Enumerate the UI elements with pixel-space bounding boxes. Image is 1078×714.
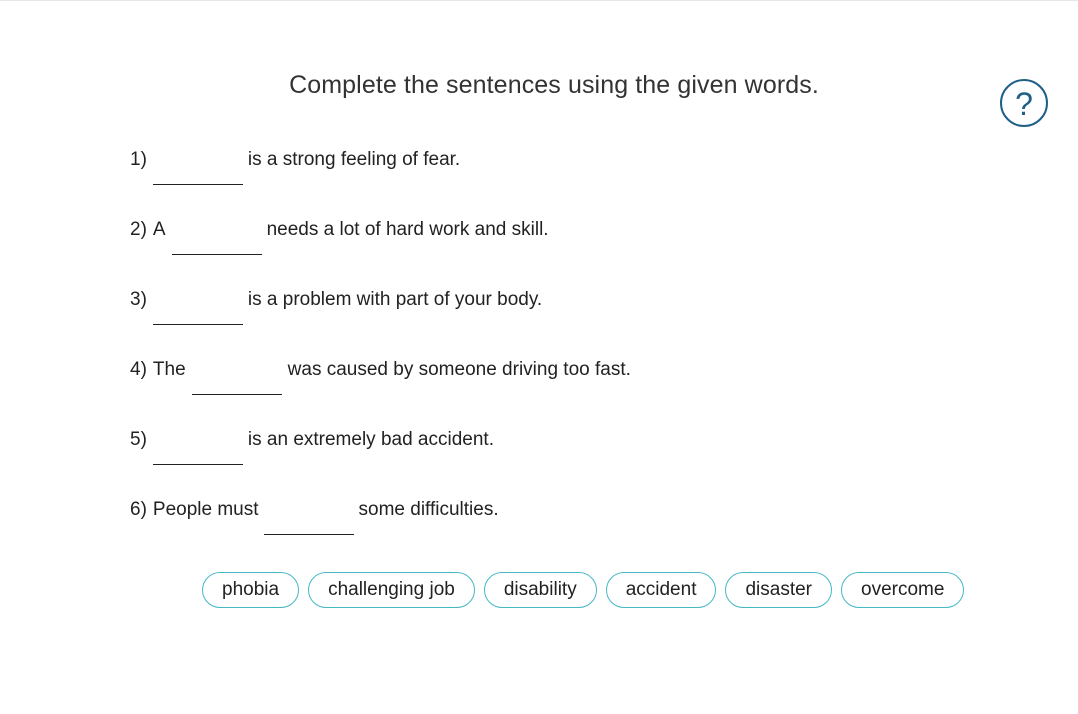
sentence-text: is an extremely bad accident. [247, 429, 494, 450]
word-chip-disability[interactable]: disability [484, 572, 597, 608]
word-chip-phobia[interactable]: phobia [202, 572, 299, 608]
word-chip-challenging-job[interactable]: challenging job [308, 572, 475, 608]
sentence-4 [130, 359, 631, 395]
word-bank [202, 572, 964, 608]
blank-3[interactable] [153, 289, 243, 325]
sentence-number: 1) [130, 149, 147, 170]
sentence-text: needs a lot of hard work and skill. [266, 219, 549, 240]
help-button[interactable] [1000, 79, 1048, 127]
sentence-number: 4) [130, 359, 147, 380]
blank-1[interactable] [153, 149, 243, 185]
word-chip-overcome[interactable]: overcome [841, 572, 964, 608]
sentence-text: some difficulties. [358, 499, 499, 520]
blank-6[interactable] [264, 499, 354, 535]
blank-2[interactable] [172, 219, 262, 255]
sentence-prefix: People must [152, 499, 259, 520]
sentence-text: was caused by someone driving too fast. [287, 359, 631, 380]
sentence-3 [130, 289, 542, 325]
blank-4[interactable] [192, 359, 282, 395]
sentence-prefix: A [152, 219, 166, 240]
sentence-text: is a strong feeling of fear. [247, 149, 461, 170]
sentence-1 [130, 149, 460, 185]
sentence-2 [130, 219, 549, 255]
blank-5[interactable] [153, 429, 243, 465]
word-chip-accident[interactable]: accident [606, 572, 717, 608]
sentence-number: 2) [130, 219, 147, 240]
sentence-number: 3) [130, 289, 147, 310]
question-mark-icon: ? [1015, 85, 1033, 122]
instruction-title: Complete the sentences using the given words. [289, 71, 819, 99]
sentence-5 [130, 429, 494, 465]
sentence-6 [130, 499, 499, 535]
sentence-number: 5) [130, 429, 147, 450]
word-chip-disaster[interactable]: disaster [725, 572, 832, 608]
sentence-prefix: The [152, 359, 186, 380]
sentence-number: 6) [130, 499, 147, 520]
sentence-text: is a problem with part of your body. [247, 289, 543, 310]
